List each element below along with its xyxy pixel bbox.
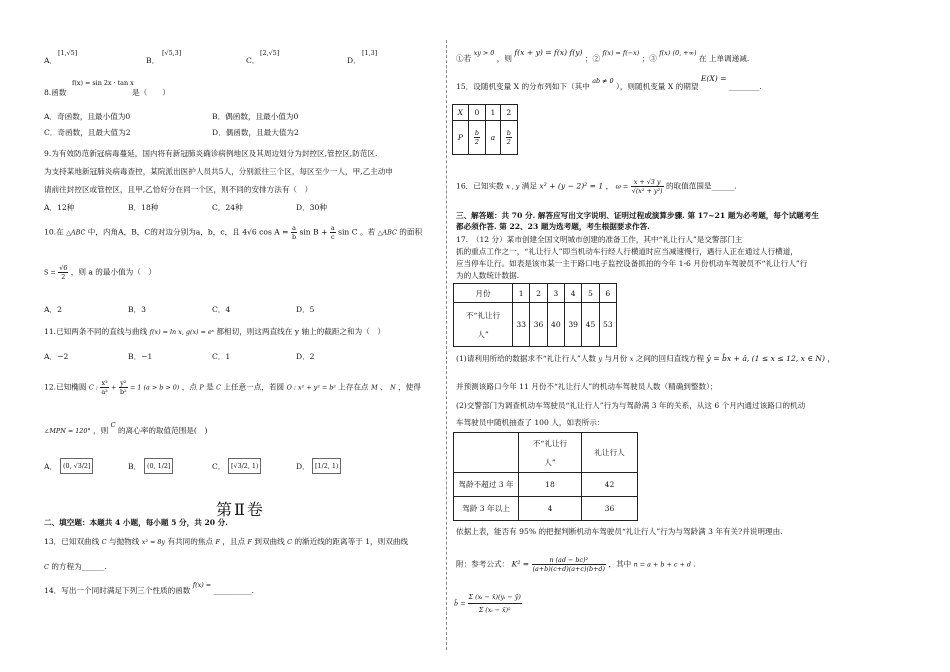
q13-intro: 13．已知双曲线 [44,537,100,546]
solution-header-1: 三、解答题：共 70 分. 解答应写出文字说明、证明过程或演算步骤. 第 17~21 题为必考题，每个试题考生 [456,211,819,220]
q7-option-a-label: A． [44,56,58,65]
q13-and-point: ，且点 [222,537,246,546]
t1-value-5: 45 [582,303,599,347]
q14-prop3-pre: ；③ [641,54,657,63]
ref-b-num: Σ (xᵢ − x̄)(yᵢ − ȳ) [468,591,522,604]
q13-parabola: x² = 8y [141,538,166,546]
q17-part1-text2: 与月份 [604,354,628,363]
q7-option-b-interval: [√5,3] [162,49,182,57]
q10-option-b: B．3 [128,305,147,314]
t2-head-not-1: 不“礼让行 [532,438,568,448]
q15-intro: 15．设随机变量 X 的分布列如下（其中 [456,82,590,91]
ref-where: ，其中 [608,559,632,569]
t1-head-3: 3 [547,284,564,303]
q10-option-d: D．5 [296,305,315,314]
ref-n: n = a + b + c + d [633,560,691,569]
ref-label: 附：参考公式： [456,559,510,569]
q16-frac [631,178,664,195]
t1-value-1: 33 [513,303,530,347]
q13-distance: 的渐近线的距离等于 1，则双曲线 [294,537,409,546]
q7-option-a-interval: [1,√5] [58,49,78,57]
q17-line-3: 应当停车让行。如表是该市某一主干路口电子监控设备抓拍的今年 1-6 月份机动车驾驶员不“礼让行人”行 [456,259,808,268]
q11-ask: 都相切，则这两直线在 y 轴上的截距之和为（ ） [216,327,386,336]
q9-option-c: C．24种 [212,203,243,212]
q10-frac2-num: a [330,224,335,232]
q12-line-2 [44,421,208,436]
t2-row2-label: 驾龄 3 年以上 [454,497,519,521]
q11-functions: f(x) = ln x, g(x) = eˣ [149,328,215,336]
q12-option-a-interval: (0, √3/2] [60,458,93,474]
t1-value-3: 40 [547,303,564,347]
q14-prop3-tail: 上单调递减. [708,54,750,63]
fill-section-header: 二、填空题：本题共 4 小题，每小题 5 分，共 20 分. [44,518,228,527]
q12-p: P [199,383,204,392]
q14-blank: __________. [213,586,254,595]
q15-cond: ab ≠ 0 [592,77,614,85]
t1-value-6: 53 [599,303,616,347]
q10-frac-a-over-c [330,224,336,241]
t2-head-not [519,433,582,473]
q12-option-c-label: C． [212,462,226,471]
q10-frac-num: a [292,224,296,232]
q12-option-a-label: A． [44,462,58,471]
q12-intro: 12.已知椭圆 [44,382,87,392]
q10-triangle: △ABC [66,228,86,237]
q17-line-1: 17. （12 分）某市创建全国文明城市创建的准备工作，其中“礼让行人”是交警部门主 [456,235,743,244]
q8-option-c: C．奇函数，且最大值为2 [44,128,131,137]
q16-denominator: √(x² + y²) [631,187,663,195]
q7-option-c-interval: [2,√5] [260,49,280,57]
q11-option-b: B．−1 [128,352,153,361]
q13-and-parabola: 与抛物线 [108,537,140,546]
q17-part1-y: y [598,355,603,363]
q8-prefix: 8.函数 [44,88,67,97]
q10-sqrt6: √6 [59,264,68,272]
q17-part1-text1: (1)请利用所给的数据求不“礼让行人”人数 [456,354,597,363]
t1-row-label-2: 人” [477,329,489,339]
q14-properties [456,48,750,64]
q15-frac-2: 2 [474,138,479,146]
column-divider [446,40,447,650]
q12-c-2: C [110,421,116,429]
q12-y2: y² [120,379,127,387]
q13-c-3: C [44,563,49,571]
q7-option-d-label: D． [347,56,361,65]
q10-line-2 [44,264,156,281]
reference-k2 [456,556,696,573]
q12-option-b-label: B． [128,462,142,471]
ref-k2-frac [532,556,607,573]
ref-b-frac [468,591,522,616]
q15-distribution-table [452,104,518,155]
q17-part1-x: x [629,355,634,363]
q17-part2-line-2: 车驾驶员中随机抽查了 100 人，如表所示： [456,418,605,427]
t1-head-month: 月份 [454,284,513,303]
q9-line-2: 为支持某地新冠肺炎病毒查控，某院派出医护人员共5人，分别派往三个区，每区至少一人，甲,乙主动申 [44,167,393,176]
q12-m: M [371,383,378,392]
q12-if-circle: 上任意一点，若圆 [223,382,285,392]
t2-row1-label: 驾龄不超过 3 年 [454,473,519,497]
t1-head-4: 4 [564,284,581,303]
q8-suffix: 是（ ） [132,88,170,97]
t2-row2-yes: 36 [581,497,637,521]
part-two-heading: 第Ⅱ卷 [216,500,265,519]
q8-option-d: D．偶函数，且最大值为2 [212,128,299,137]
q12-ellipse-c: C : [88,383,98,392]
q10-if: 。若 [359,227,376,237]
q7-option-d-interval: [1,3] [362,49,378,57]
t1-row-label-1: 不“礼让行 [465,310,501,320]
q17-line-4: 为的人数统计数据. [456,271,520,280]
q10-two: 2 [61,273,66,281]
q12-x2: x² [101,379,108,387]
t1-head-5: 5 [582,284,599,303]
q16-satisfy: 满足 [521,181,537,191]
q13-equation-blank: 的方程为______. [51,562,107,571]
q15-cell-p: P [453,121,469,155]
q14-line [44,581,254,596]
q8-option-b: B．偶函数，且最小值为0 [212,112,299,121]
q13-c: C [101,538,107,546]
q15-cell-b-over-2-b [500,121,517,155]
q9-option-b: B．18种 [128,203,159,212]
t2-row2-not: 4 [519,497,582,521]
t2-row1-yes: 42 [581,473,637,497]
q12-a2: a² [101,388,108,396]
q12-circle: O : x² + y² = b² [286,383,336,392]
q14-prop3-interval: (0, +∞) [672,49,697,57]
q13-line-1 [44,537,408,547]
q12-option-d-interval: [1/2, 1) [312,458,341,474]
q15-ex: E(X) = [700,74,727,83]
q15-cell-2: 2 [500,105,517,121]
q11-option-c: C．1 [212,352,231,361]
t1-head-2: 2 [530,284,547,303]
q15-blank: ________. [728,82,762,91]
q10-option-a: A．2 [44,305,62,314]
t1-value-2: 36 [530,303,547,347]
t2-head-not-2: 人” [544,457,556,467]
reference-b-hat [454,591,522,616]
q16-range: 的取值范围是______. [665,181,737,191]
t1-row-label [454,303,513,347]
q15-frac-b-2 [474,129,480,146]
q7-option-c-label: C． [246,56,260,65]
q17-line-2: 抓的重点工作之一，“礼让行人”即当机动车行经人行横道时应当减速慢行，遇行人正在通过人行横道， [456,247,798,256]
q14-prop3-in: 在 [698,54,707,63]
ref-k2: K² = [511,559,530,569]
t1-head-6: 6 [599,284,616,303]
q14-prop2-pre: ；② [584,54,601,63]
q14-intro: 14．写出一个同时满足下列三个性质的函数 [44,586,191,595]
q17-monthly-table [453,283,617,347]
q12-angle: ∠MPN = 120° [44,427,91,435]
q12-n: N [390,383,396,392]
q10-s: S = [44,268,56,277]
q12-exists: 上存在点 [338,382,369,392]
q10-eq-mid2: sin C [338,227,358,237]
q17-contingency-table [453,432,638,521]
q15-cell-0: 0 [468,105,485,121]
q8-option-a: A．奇函数，且最小值为0 [44,112,131,121]
t1-head-1: 1 [513,284,530,303]
q16-eq: x² + (y − 2)² = 1 [539,181,604,191]
q14-prop1-then: ，则 [496,54,512,63]
q7-option-b-label: B． [146,56,160,65]
q12-line-1: 12.已知椭圆 C : $\frac{\text{x²}}{\text{a²}}$ + $\frac{\text{y²}}{\text{b²}}$ = 1 (a > b > 0) ，点 P 是 C 上任意一点，若圆 O : x² + y² = b² 上存在点 M 、 N ，使得 [44,379,421,396]
t2-row1-not: 18 [519,473,582,497]
q10-ask: ，则 a 的最小值为（ ） [70,267,157,277]
q14-prop1-cond: xy > 0 [473,49,495,57]
q11-line [44,327,385,337]
q16-numerator: x + √3 y [631,178,664,187]
q17-part2-line-1: (2)交警部门为调查机动车驾驶员“礼让行人”行为与驾龄满 3 年的关系，从这 6 个月内通过该路口的机动 [456,401,806,410]
q17-part1-line-2: 并预测该路口今年 11 月份不“礼让行人”的机动车驾驶员人数（精确到整数）； [456,382,718,391]
q15-expect: ），则随机变量 X 的期望 [616,82,699,91]
q13-f: F [215,538,220,546]
q13-common-focus: 有共同的焦点 [167,537,214,546]
q17-part1-eq: ŷ = b̂x + â, (1 ≤ x ≤ 12, x ∈ N) [706,354,825,363]
q14-prop1-pre: ①若 [456,54,472,63]
q13-line-2 [44,562,107,572]
q17-part1-tail: ， [827,354,835,363]
q10-eq-lhs: 4√6 cos A = [242,227,289,237]
q14-prop2-eq: f(x) = f(−x) [602,49,640,57]
q15-cell-b-over-2 [468,121,485,155]
t1-value-4: 39 [564,303,581,347]
q12-comma: 、 [380,382,388,392]
q15-cell-1: 1 [486,105,500,121]
q12-b2: b² [119,388,127,396]
q15-frac-b-2-b [506,129,512,146]
q10-line-1 [44,224,422,241]
q12-such-that: ，使得 [398,382,421,392]
q10-frac-den: b [291,233,297,241]
q12-point-text: ，点 [181,382,197,392]
q12-option-c-interval: [√3/2, 1) [228,458,261,474]
q11-intro: 11.已知两条不同的直线与曲线 [44,327,148,336]
q9-option-a: A．12种 [44,203,75,212]
q15-cell-a: a [486,121,500,155]
q10-option-c: C．4 [212,305,231,314]
q12-is: 是 [206,382,214,392]
q14-prop3-fn: f(x) [659,49,671,57]
q11-option-d: D．2 [296,352,315,361]
solution-header-2: 都必须作答. 第 22、23 题为选考题，考生根据要求作答. [456,222,650,231]
q12-frac-x2-a2 [100,379,108,396]
q16-comma: ， [605,181,614,191]
q10-frac2-den: c [330,233,335,241]
ref-b-hat: b̂ = [454,599,466,608]
q8-function: f(x) = sin 2x · tan x [72,79,134,87]
q12-then: ，则 [93,426,109,435]
q15-frac-2-b: 2 [506,138,511,146]
q10-triangle-2: △ABC [377,228,397,237]
q9-option-d: D．30种 [296,203,327,212]
q15-frac-b: b [474,129,480,137]
t2-head-yes: 礼让行人 [581,433,637,473]
q13-to-hyperbola: 到双曲线 [254,537,285,546]
q16-line [456,178,737,195]
q12-frac-y2-b2 [119,379,128,396]
q12-option-b-interval: (0, 1/2] [144,458,173,474]
q12-option-d-label: D． [296,462,310,471]
q16-omega: ω = [615,182,629,191]
q12-ellipse-tail: = 1 (a > b > 0) [130,383,180,392]
q10-intro: 10.在 [44,227,64,237]
ref-k2-num: n (ad − bc)² [532,556,607,565]
q15-cell-x: X [453,105,469,121]
q14-fn: f(x) = [192,581,212,589]
q10-frac-a-over-b [291,224,297,241]
q10-eq-mid1: sin B + [299,227,328,237]
q17-part2-question: 依据上表，能否有 95% 的把握判断机动车驾驶员“礼让行人”行为与驾龄满 3 年有关?并说明理由. [456,527,783,536]
ref-k2-den: (a+b)(c+d)(a+c)(b+d) [532,565,606,573]
q14-prop1-eq: f(x + y) = f(x) f(y) [514,48,583,57]
ref-b-den: Σ (xᵢ − x̄)² [478,606,511,614]
q12-ecc: 的离心率的取值范围是( ) [117,426,208,435]
t2-head-blank [454,433,519,473]
q9-line-3: 请前往封控区或管控区，且甲,乙恰好分在同一个区，则不同的安排方法有（ ） [44,185,313,194]
q12-c: C [216,383,221,392]
ref-end: . [693,559,696,569]
q13-f-2: F [247,538,252,546]
q16-intro: 16．已知实数 [456,181,504,191]
q16-xy: x , y [506,182,520,191]
q17-part1-line [456,354,835,364]
q11-option-a: A．−2 [44,352,69,361]
q15-frac-b-b: b [506,129,511,137]
q13-c-2: C [287,538,293,546]
q10-area-of: 的面积 [399,227,423,237]
q10-frac-sqrt6-over-2 [58,264,68,281]
q9-line-1: 9.为有效防范新冠病毒蔓延，国内将有新冠肺炎确诊病例地区及其周边划分为封控区,管控区,防范区. [44,149,378,158]
q10-statement: 中，内角A，B，C的对边分别为a，b，c，且 [87,227,240,237]
q17-part1-text3: 之间的回归直线方程 [635,354,705,363]
